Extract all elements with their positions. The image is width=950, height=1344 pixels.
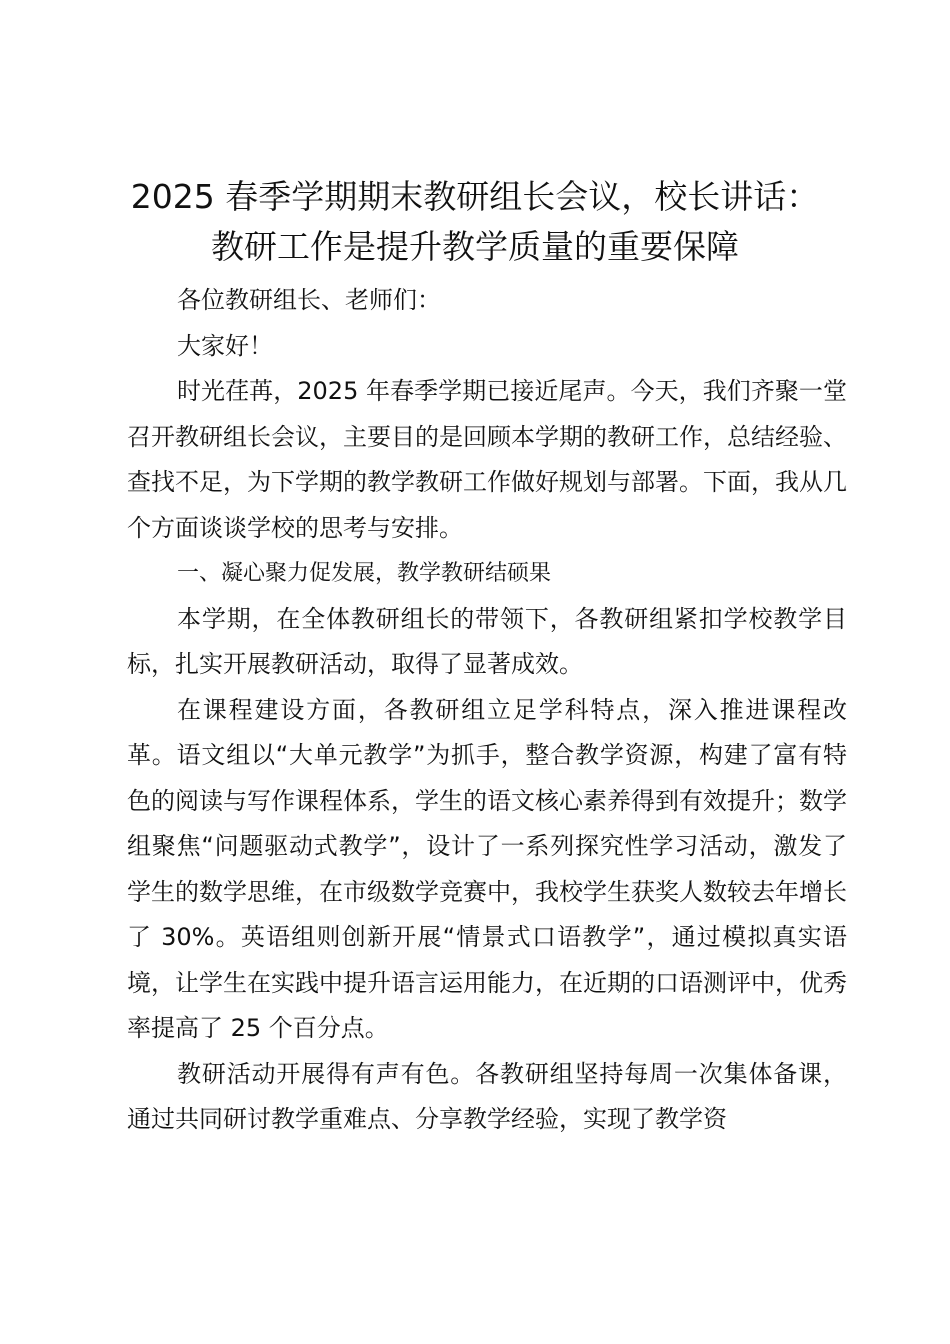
paragraph-intro: 时光荏苒，2025 年春季学期已接近尾声。今天，我们齐聚一堂召开教研组长会议，主要目的是回顾本学期的教研工作，总结经验、查找不足，为下学期的教学教研工作做好规划与部署。下面，我从几个方面谈谈学校的思考与安排。 [127, 377, 847, 542]
document-title-line-1: 2025 春季学期期末教研组长会议，校长讲话： [130, 177, 820, 216]
paragraph-activities: 教研活动开展得有声有色。各教研组坚持每周一次集体备课，通过共同研讨教学重难点、分享教学经验，实现了教学资 [127, 1059, 847, 1133]
greeting: 大家好！ [177, 331, 273, 360]
salutation: 各位教研组长、老师们： [177, 286, 441, 314]
paragraph-curriculum: 在课程建设方面，各教研组立足学科特点，深入推进课程改革。语文组以“大单元教学”为抓手，整合教学资源，构建了富有特色的阅读与写作课程体系，学生的语文核心素养得到有效提升；数学组聚焦“问题驱动式教学”，设计了一系列探究性学习活动，激发了学生的数学思维，在市级数学竞赛中，我校学生获奖人数较去年增长了 30%。英语组则创新开展“情景式口语教学”，通过模拟真实语境，让学生在实践中提升语言运用能力，在近期的口语测评中，优秀率提高了 25 个百分点。 [127, 695, 847, 1042]
section-heading: 一、凝心聚力促发展，教学教研结硕果 [177, 561, 552, 586]
document-title-line-2: 教研工作是提升教学质量的重要保障 [211, 227, 739, 266]
document-body [127, 278, 847, 1143]
paragraph-summary: 本学期，在全体教研组长的带领下，各教研组紧扣学校教学目标，扎实开展教研活动，取得了显著成效。 [127, 604, 847, 678]
